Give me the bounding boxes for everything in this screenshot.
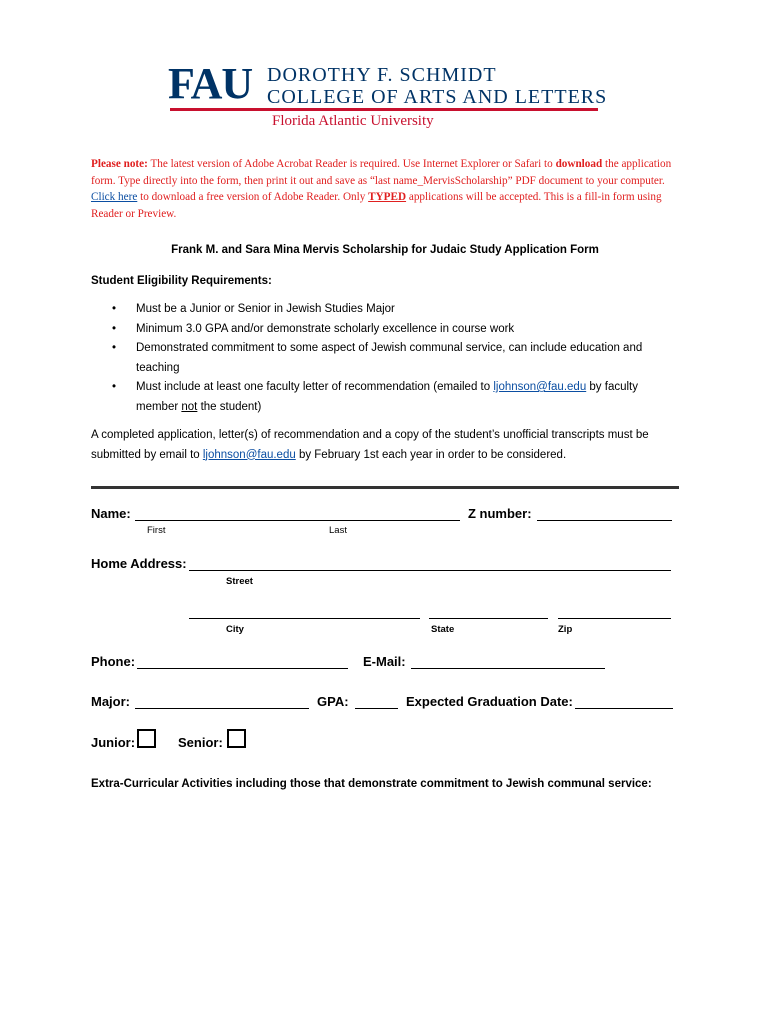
city-label: City (226, 624, 244, 635)
submission-paragraph (91, 426, 681, 465)
senior-label: Senior: (178, 735, 223, 750)
list-item (91, 339, 681, 378)
submission-text-2: by February 1st each year in order to be considered. (295, 448, 567, 461)
email-field[interactable] (411, 668, 605, 669)
bullet: • (112, 381, 117, 393)
extra-curricular-label: Extra-Curricular Activities including those that demonstrate commitment to Jewish communal service: (91, 778, 652, 790)
bullet: • (112, 303, 117, 315)
gpa-field[interactable] (355, 708, 398, 709)
major-field[interactable] (135, 708, 309, 709)
note-text-2: the application form. Type directly into the form, then print it out and save as “last name_MervisScholarship” PDF document to your computer. (91, 158, 672, 187)
note-prefix: Please note: (91, 158, 148, 170)
requirement-text: Must include at least one faculty letter of recommendation (emailed to (136, 381, 494, 393)
name-label: Name: (91, 506, 131, 521)
znumber-field[interactable] (537, 520, 672, 521)
requirement-text: Must be a Junior or Senior in Jewish Studies Major (136, 303, 395, 315)
requirement-text: Minimum 3.0 GPA and/or demonstrate scholarly excellence in course work (136, 322, 515, 335)
requirement-text: the student) (197, 400, 262, 413)
first-label: First (147, 525, 166, 536)
fau-logo: FAU (168, 59, 253, 108)
logo-divider (170, 108, 598, 111)
graduation-date-label: Expected Graduation Date: (406, 694, 573, 709)
graduation-date-field[interactable] (575, 708, 673, 709)
street-field[interactable] (189, 570, 671, 571)
note-typed: TYPED (368, 191, 407, 203)
note-download: download (555, 158, 603, 170)
email-link[interactable]: ljohnson@fau.edu (493, 381, 587, 393)
requirement-not: not (181, 400, 198, 413)
note-text-4: applications will be accepted. This is a fill-in form using Reader or Preview. (91, 191, 662, 220)
major-label: Major: (91, 694, 130, 709)
requirement-text: Demonstrated commitment to some aspect of Jewish communal service, can include education and teaching (136, 342, 643, 374)
university-name: Florida Atlantic University (272, 113, 434, 129)
form-title: Frank M. and Sara Mina Mervis Scholarship for Judaic Study Application Form (171, 244, 599, 256)
gpa-label: GPA: (317, 694, 349, 709)
state-label: State (431, 624, 455, 635)
junior-checkbox[interactable] (137, 729, 156, 748)
requirements-heading: Student Eligibility Requirements: (91, 275, 272, 287)
note-paragraph (91, 156, 683, 222)
city-field[interactable] (189, 618, 420, 619)
requirement-text: by faculty member (136, 381, 638, 413)
state-field[interactable] (429, 618, 548, 619)
bullet: • (112, 322, 117, 335)
last-label: Last (329, 525, 347, 536)
phone-field[interactable] (137, 668, 348, 669)
requirements-list (91, 300, 681, 417)
name-field[interactable] (135, 520, 460, 521)
zip-field[interactable] (558, 618, 671, 619)
email-link[interactable]: ljohnson@fau.edu (202, 448, 296, 461)
bullet: • (112, 342, 117, 354)
senior-checkbox[interactable] (227, 729, 246, 748)
college-name-line2: COLLEGE OF ARTS AND LETTERS (267, 86, 608, 108)
list-item (91, 320, 681, 340)
college-name-line1: DOROTHY F. SCHMIDT (267, 64, 497, 86)
junior-label: Junior: (91, 735, 136, 750)
adobe-download-link[interactable]: Click here (91, 191, 138, 203)
submission-text-1: A completed application, letter(s) of recommendation and a copy of the student’s unofficial transcripts must be submitted by email to (91, 429, 649, 461)
note-text-3: to download a free version of Adobe Reader. Only (137, 191, 369, 203)
list-item (91, 378, 681, 417)
street-label: Street (226, 576, 253, 587)
zip-label: Zip (558, 624, 573, 635)
note-text-1: The latest version of Adobe Acrobat Reader is required. Use Internet Explorer or Safari to (147, 158, 556, 170)
list-item (91, 300, 681, 320)
email-label: E-Mail: (363, 654, 406, 669)
section-divider (91, 486, 679, 489)
home-address-label: Home Address: (91, 556, 187, 571)
phone-label: Phone: (91, 654, 136, 669)
znumber-label: Z number: (468, 506, 532, 521)
